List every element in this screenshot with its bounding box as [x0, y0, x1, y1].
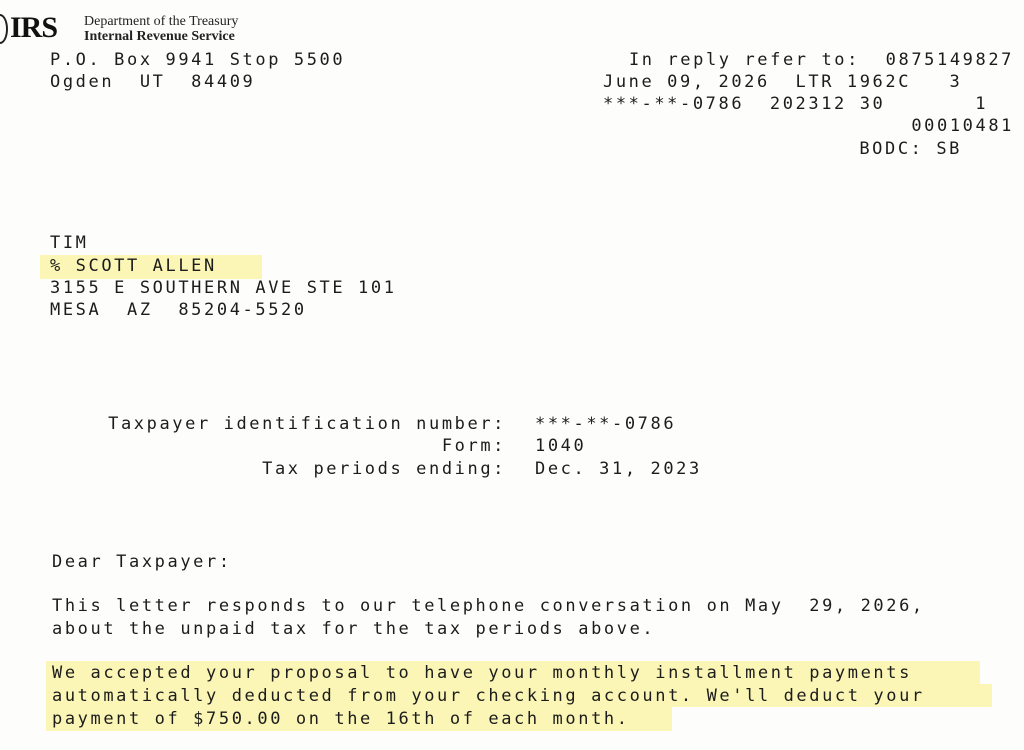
recipient-care-of: % SCOTT ALLEN [50, 256, 217, 276]
sender-address-line2: Ogden UT 84409 [50, 72, 256, 92]
paragraph1-line1: This letter responds to our telephone conversation on May 29, 2026, [52, 596, 925, 616]
reference-line4: 00010481 [911, 116, 1014, 136]
reference-line5: BODC: SB [859, 139, 962, 159]
reference-line3: ***-**-0786 202312 30 1 [603, 94, 989, 114]
paragraph2-line3: payment of $750.00 on the 16th of each month. [52, 709, 630, 729]
form-label: Form: [441, 436, 506, 456]
paragraph1-line2: about the unpaid tax for the tax periods above. [52, 619, 656, 639]
irs-logo [0, 11, 58, 44]
recipient-city: MESA AZ 85204-5520 [50, 300, 307, 320]
reference-line2: June 09, 2026 LTR 1962C 3 [603, 72, 963, 92]
tin-label: Taxpayer identification number: [108, 414, 506, 434]
irs-logo-text: IRS [10, 11, 58, 44]
paragraph2-line1: We accepted your proposal to have your monthly installment payments [52, 663, 912, 683]
paragraph2-line2: automatically deducted from your checking account. We'll deduct your [52, 686, 925, 706]
period-label: Tax periods ending: [262, 459, 506, 479]
department-line1: Department of the Treasury [84, 14, 239, 29]
recipient-street: 3155 E SOUTHERN AVE STE 101 [50, 278, 397, 298]
department-line2: Internal Revenue Service [84, 29, 235, 44]
period-value: Dec. 31, 2023 [535, 459, 702, 479]
reference-line1: In reply refer to: 0875149827 [628, 50, 1014, 70]
sender-address-line1: P.O. Box 9941 Stop 5500 [50, 50, 346, 70]
recipient-name: TIM [50, 233, 89, 253]
eagle-seal-icon [0, 14, 8, 44]
salutation: Dear Taxpayer: [52, 552, 232, 572]
form-value: 1040 [535, 436, 587, 456]
tin-value: ***-**-0786 [535, 414, 677, 434]
department-name [84, 14, 238, 44]
